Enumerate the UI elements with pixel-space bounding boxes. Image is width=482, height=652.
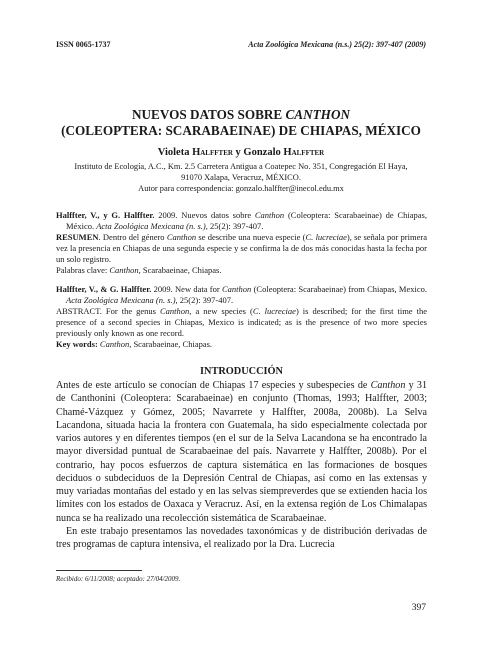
citation-genus: Canthon [254, 210, 285, 220]
citation-text: 2009. New data for [151, 284, 223, 294]
citation-text: , 25(2): 397-407. [205, 221, 264, 231]
abstract-text: . For the genus [99, 306, 161, 316]
intro-paragraph-1 [56, 379, 427, 525]
paragraph-genus: Canthon [370, 380, 406, 391]
keywords-rest: , Scarabaeinae, Chiapas. [138, 265, 222, 275]
citation-journal: Acta Zoológica Mexicana (n. s.) [96, 221, 206, 231]
paragraph-text: y 31 de Canthonini (Coleoptera: Scarabaeinae) en conjunto (Thomas, 1993; Halffter, 2003; Chamé-Vázquez y Gómez, 2005; Navarrete y Halffter, 2008a, 2008b). La Selva Lacandona, situada hacia la frontera con Guatemala, ha sido especialmente colectada por varios autores y en diferentes tiempos (en el sur de la Selva Lacandona se ha encontrado la mayor diversidad puntual de Scarabaeinae del país. Navarrete y Halffter, 2008b). Por el contrario, hay pocos esfuerzos de captura sistemática en las formaciones de bosques deciduos o subdeciduos de la Depresión Central de Chiapas, así como en las extensas y muy variadas montañas del estado y en las selvas siempreverdes que se extienden hacia los límites con los estados de Oaxaca y Veracruz. Así, en la extensa región de Los Chimalapas nunca se ha realizado una recolección sistemática de Scarabaeinae. [56, 380, 428, 524]
citation-genus: Canthon [222, 284, 252, 294]
resumen-text: . Dentro del género [98, 232, 167, 242]
footnote: Recibido: 6/11/2008; aceptado: 27/04/2009. [56, 575, 181, 583]
intro-paragraph-2: En este trabajo presentamos las novedades taxonómicas y de distribución derivadas de tres programas de captura intensiva, el realizado por la Dra. Lucrecia [56, 525, 427, 550]
corresponding-author: Autor para correspondencia: gonzalo.halffter@inecol.edu.mx [138, 184, 344, 193]
citation-authors: Halffter, V., & G. Halffter. [56, 284, 152, 294]
author-conjunction: y [232, 147, 244, 158]
key-words [56, 339, 427, 350]
author2-surname: alffter [291, 147, 325, 158]
body-text [56, 379, 427, 551]
citation-text: 2009. Nuevos datos sobre [154, 210, 255, 220]
footnote-rule [56, 570, 142, 571]
resumen-species: C. lucreciae [305, 232, 347, 242]
author2-initial: Gonzalo H [243, 147, 292, 158]
resumen-genus: Canthon [166, 232, 197, 242]
keywords-rest: , Scarabaeinae, Chiapas. [129, 339, 213, 349]
resumen-text: se describe una nueva especie ( [196, 232, 306, 242]
authors [40, 147, 442, 158]
article-title [40, 107, 442, 139]
english-abstract-block [56, 284, 427, 350]
issn-header: ISSN 0065-1737 [56, 40, 111, 49]
abstract-text: ) is described; for the first time the presence of a second species in Chiapas, Mexico is indicated; as is the presence of two more species previously only known as one record. [56, 306, 427, 338]
citation-text: (Coleoptera: Scarabaeinae) from Chiapas, Mexico. [251, 284, 428, 294]
citation-journal: Acta Zoológica Mexicana (n. s.) [66, 295, 176, 305]
citation-authors: Halffter, V., y G. Halffter. [56, 210, 155, 220]
title-line1-pre: NUEVOS DATOS SOBRE [132, 107, 286, 122]
citation-text: (Coleoptera: Scarabaeinae) de Chiapas, México. [66, 210, 427, 231]
keywords-label: Key words: [56, 339, 100, 349]
resumen-text: ), se señala por primera vez la presencia en Chiapas de una segunda especie y se confirma la de dos más conocidas hasta la fecha por un solo registro. [56, 232, 427, 264]
keywords-genus: Canthon [99, 339, 130, 349]
spanish-citation [56, 210, 427, 232]
english-citation [56, 284, 427, 306]
resumen [56, 232, 427, 265]
abstract-text: , a new species ( [189, 306, 253, 316]
palabras-clave [56, 265, 427, 276]
keywords-label: Palabras clave: [56, 265, 110, 275]
abstract-label: ABSTRACT [56, 306, 100, 316]
resumen-label: RESUMEN [56, 232, 99, 242]
keywords-genus: Canthon [109, 265, 139, 275]
author1-surname: alffter [200, 147, 233, 158]
abstract-genus: Canthon [160, 306, 190, 316]
author1-initial: Violeta H [157, 147, 201, 158]
citation-text: , 25(2): 397-407. [175, 295, 234, 305]
institution-line2: 91070 Xalapa, Veracruz, MÉXICO. [181, 173, 301, 182]
abstract [56, 306, 427, 339]
abstract-species: C. lucreciae [252, 306, 296, 316]
section-heading: INTRODUCCIÓN [200, 366, 283, 377]
title-line2: (COLEOPTERA: SCARABAEINAE) DE CHIAPAS, MÉXICO [61, 123, 421, 138]
institution [50, 161, 432, 194]
institution-line1: Instituto de Ecología, A.C., Km. 2.5 Carretera Antigua a Coatepec No. 351, Congregación El Haya, [74, 162, 408, 171]
paragraph-text: Antes de este artículo se conocían de Chiapas 17 especies y subespecies de [56, 380, 371, 391]
journal-header: Acta Zoológica Mexicana (n.s.) 25(2): 397-407 (2009) [248, 40, 426, 49]
title-genus: CANTHON [285, 107, 350, 122]
page-number: 397 [411, 603, 426, 613]
spanish-abstract-block [56, 210, 427, 276]
